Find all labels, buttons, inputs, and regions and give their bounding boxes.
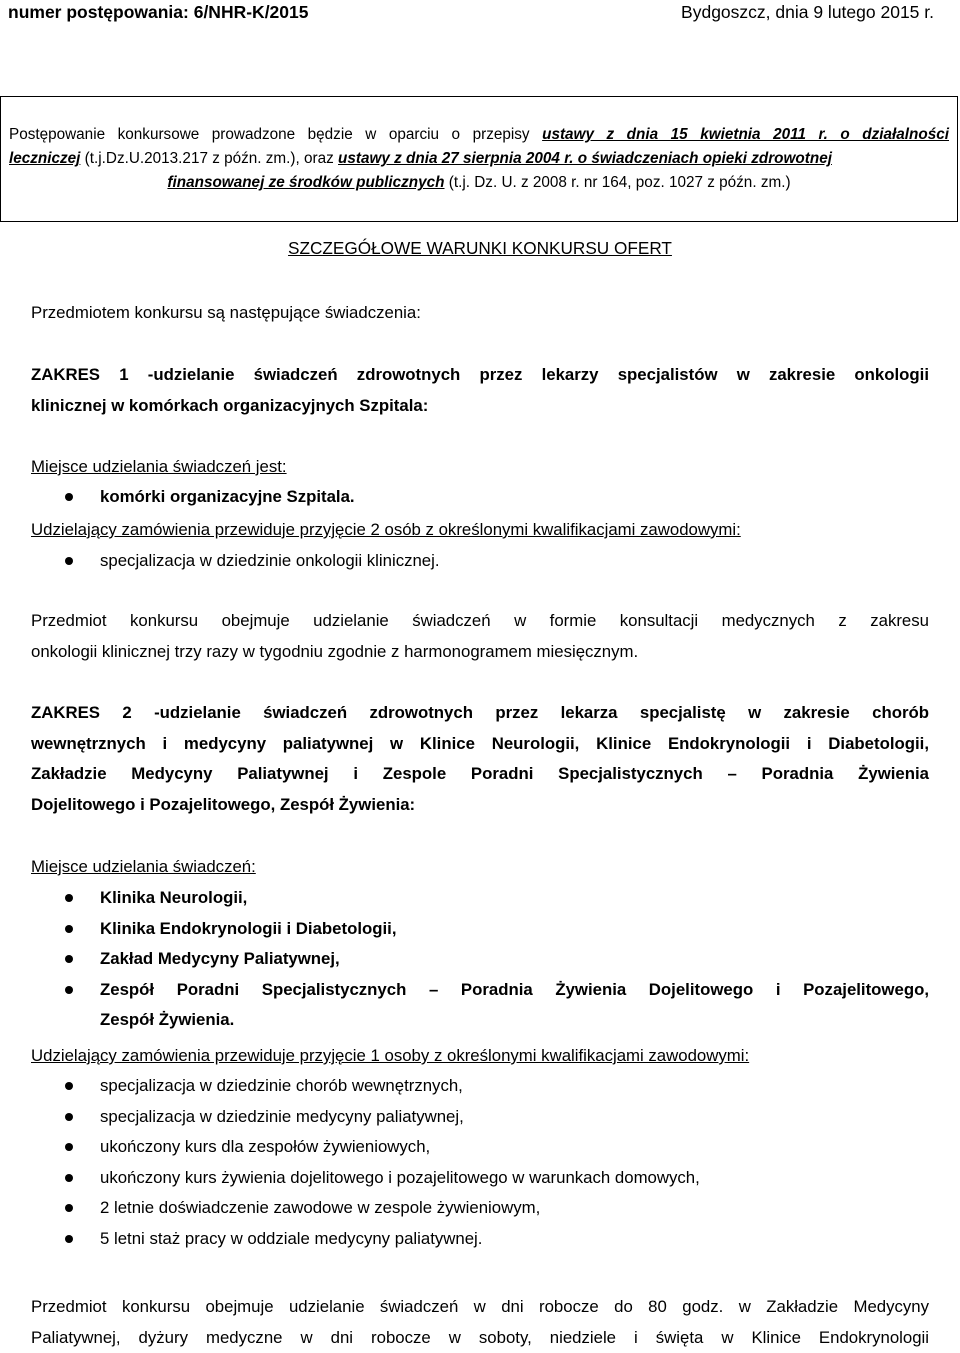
bullet-icon: [65, 1204, 73, 1212]
bullet-icon: [65, 1143, 73, 1151]
bullet-icon: [65, 955, 73, 963]
zakres2-qual-label: Udzielający zamówienia przewiduje przyjęcie 1 osoby z określonymi kwalifikacjami zawodowymi:: [31, 1041, 929, 1072]
list-item-text-cont: Zespół Żywienia.: [100, 1005, 929, 1036]
law-link-2011: ustawy z dnia 15 kwietnia 2011 r. o działalności: [542, 126, 949, 143]
list-item: [31, 1163, 929, 1194]
zakres2-subject: [31, 1292, 929, 1353]
bullet-icon: [65, 1174, 73, 1182]
list-item-text: Klinika Neurologii,: [100, 888, 247, 907]
list-item: [31, 1071, 929, 1102]
bullet-icon: [65, 894, 73, 902]
zakres2-heading-line4: Dojelitowego i Pozajelitowego, Zespół Żywienia:: [31, 790, 929, 821]
zakres2-place-list: [31, 883, 929, 1036]
legal-line-1: [9, 123, 949, 147]
bullet-icon: [65, 557, 73, 565]
legal-text: (t.j. Dz. U. z 2008 r. nr 164, poz. 1027 z późn. zm.): [445, 174, 791, 191]
zakres2-heading-line1: ZAKRES 2 -udzielanie świadczeń zdrowotnych przez lekarza specjalistę w zakresie chorób: [31, 698, 929, 729]
legal-text: Postępowanie konkursowe prowadzone będzie w oparciu o przepisy: [9, 126, 542, 143]
list-item-text: ukończony kurs żywienia dojelitowego i pozajelitowego w warunkach domowych,: [100, 1168, 700, 1187]
list-item: [31, 975, 929, 1036]
bullet-icon: [65, 1082, 73, 1090]
list-item-text: Klinika Endokrynologii i Diabetologii,: [100, 919, 397, 938]
list-item-text: Zespół Poradni Specjalistycznych – Poradnia Żywienia Dojelitowego i Pozajelitowego,: [100, 975, 929, 1006]
list-item: [31, 1102, 929, 1133]
list-item: [31, 1193, 929, 1224]
zakres2-heading-line3: Zakładzie Medycyny Paliatywnej i Zespole Poradni Specjalistycznych – Poradnia Żywienia: [31, 759, 929, 790]
bullet-icon: [65, 1113, 73, 1121]
zakres2-subject-line2: Paliatywnej, dyżury medyczne w dni robocze w soboty, niedziele i święta w Klinice Endokrynologii: [31, 1323, 929, 1353]
zakres2-heading-line2: wewnętrznych i medycyny paliatywnej w Klinice Neurologii, Klinice Endokrynologii i Diabetologii,: [31, 729, 929, 760]
intro-text: Przedmiotem konkursu są następujące świadczenia:: [31, 298, 929, 329]
list-item: [31, 546, 929, 577]
list-item: [31, 1132, 929, 1163]
zakres1-heading: [31, 360, 929, 421]
list-item: [31, 914, 929, 945]
legal-line-3: [9, 171, 949, 195]
list-item-text: specjalizacja w dziedzinie medycyny paliatywnej,: [100, 1107, 464, 1126]
zakres1-place-list: [31, 482, 929, 513]
zakres2-place-label: Miejsce udzielania świadczeń:: [31, 852, 929, 883]
bullet-icon: [65, 986, 73, 994]
list-item-text: ukończony kurs dla zespołów żywieniowych,: [100, 1137, 430, 1156]
zakres1-qual-list: [31, 546, 929, 577]
zakres1-qual-label: Udzielający zamówienia przewiduje przyjęcie 2 osób z określonymi kwalifikacjami zawodowymi:: [31, 515, 929, 546]
law-link-2004: ustawy z dnia 27 sierpnia 2004 r. o świadczeniach opieki zdrowotnej: [338, 150, 832, 167]
zakres1-subject-line2: onkologii klinicznej trzy razy w tygodniu zgodnie z harmonogramem miesięcznym.: [31, 637, 929, 668]
zakres2-qual-list: [31, 1071, 929, 1254]
zakres2-heading: [31, 698, 929, 820]
zakres1-subject: [31, 606, 929, 667]
legal-basis-box: [0, 96, 958, 222]
list-item-text: komórki organizacyjne Szpitala.: [100, 487, 355, 506]
list-item-text: Zakład Medycyny Paliatywnej,: [100, 949, 340, 968]
bullet-icon: [65, 1235, 73, 1243]
legal-line-2: [9, 147, 949, 171]
list-item: [31, 944, 929, 975]
bullet-icon: [65, 493, 73, 501]
legal-text: (t.j.Dz.U.2013.217 z późn. zm.), oraz: [80, 150, 338, 167]
zakres2-subject-line1: Przedmiot konkursu obejmuje udzielanie świadczeń w dni robocze do 80 godz. w Zakładzie Medycyny: [31, 1292, 929, 1323]
zakres1-subject-line1: Przedmiot konkursu obejmuje udzielanie świadczeń w formie konsultacji medycznych z zakresu: [31, 606, 929, 637]
bullet-icon: [65, 925, 73, 933]
list-item-text: specjalizacja w dziedzinie onkologii klinicznej.: [100, 551, 440, 570]
page-title: SZCZEGÓŁOWE WARUNKI KONKURSU OFERT: [0, 238, 960, 259]
list-item-text: 2 letnie doświadczenie zawodowe w zespole żywieniowym,: [100, 1198, 540, 1217]
list-item-text: 5 letni staż pracy w oddziale medycyny paliatywnej.: [100, 1229, 482, 1248]
law-link-2011-cont: leczniczej: [9, 150, 80, 167]
law-link-2004-cont: finansowanej ze środków publicznych: [167, 174, 444, 191]
place-date: Bydgoszcz, dnia 9 lutego 2015 r.: [681, 2, 934, 23]
zakres1-heading-line1: ZAKRES 1 -udzielanie świadczeń zdrowotnych przez lekarzy specjalistów w zakresie onkologii: [31, 360, 929, 391]
list-item: [31, 883, 929, 914]
zakres1-heading-line2: klinicznej w komórkach organizacyjnych Szpitala:: [31, 391, 929, 422]
zakres1-place-label: Miejsce udzielania świadczeń jest:: [31, 452, 929, 483]
list-item: [31, 1224, 929, 1255]
list-item: [31, 482, 929, 513]
list-item-text: specjalizacja w dziedzinie chorób wewnętrznych,: [100, 1076, 463, 1095]
case-number: numer postępowania: 6/NHR-K/2015: [8, 2, 308, 23]
